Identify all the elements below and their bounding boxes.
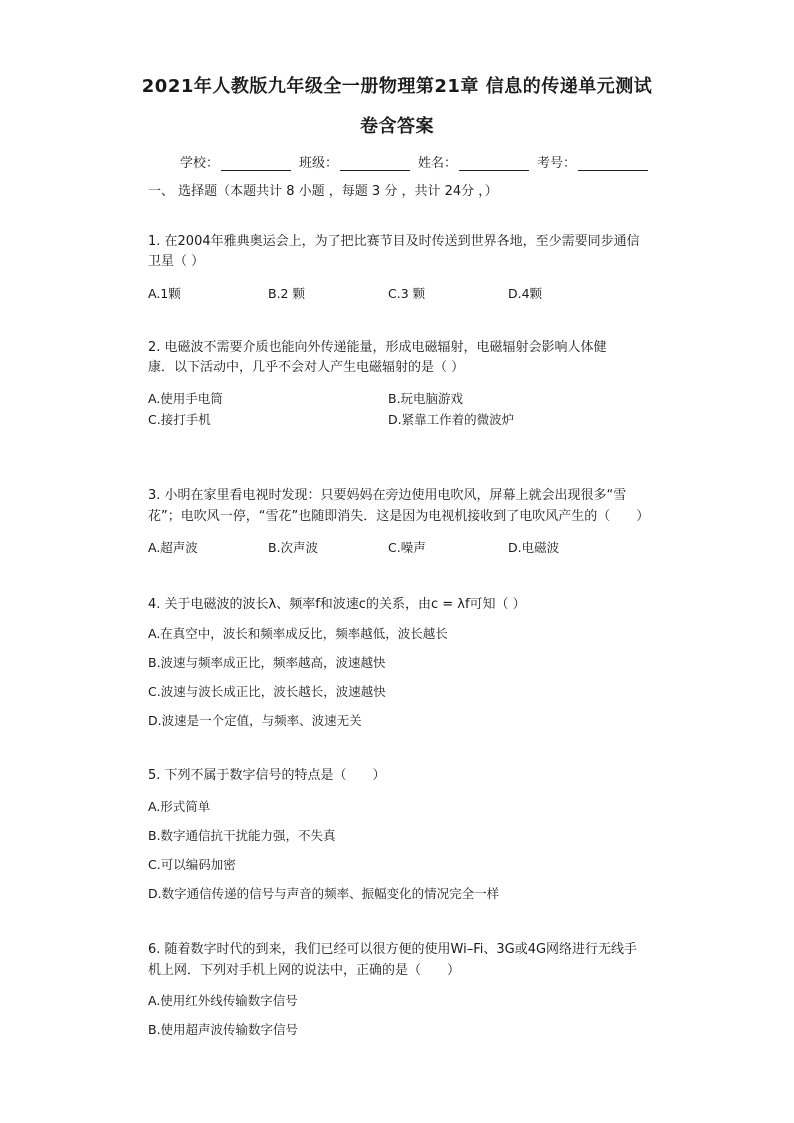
question-4-stem: 4. 关于电磁波的波长λ、频率f和波速c的关系，由c = λf可知（ ）: [148, 597, 526, 612]
question-5-option-b[interactable]: B.数字通信抗干扰能力强，不失真: [148, 828, 336, 843]
question-6-option-a[interactable]: A.使用红外线传输数字信号: [148, 993, 298, 1008]
section-heading: 一、 选择题（本题共计 8 小题 ，每题 3 分 ，共计 24分 ，）: [148, 184, 498, 199]
page-title-continued: 卷含答案: [360, 116, 434, 137]
question-2-stem-line-1: 2. 电磁波不需要介质也能向外传递能量，形成电磁辐射，电磁辐射会影响人体健: [148, 340, 607, 355]
question-1-stem-line-2: 卫星（ ）: [148, 254, 205, 269]
question-2-option-c[interactable]: C.接打手机: [148, 412, 211, 427]
exam-number-label: 考号：: [537, 156, 577, 171]
question-6-option-b[interactable]: B.使用超声波传输数字信号: [148, 1022, 299, 1037]
name-label: 姓名：: [418, 156, 458, 171]
question-2-stem-line-2: 康．以下活动中，几乎不会对人产生电磁辐射的是（ ）: [148, 360, 465, 375]
question-6-stem-line-2: 机上网．下列对手机上网的说法中，正确的是（ ）: [148, 963, 461, 978]
question-4-option-b[interactable]: B.波速与频率成正比，频率越高，波速越快: [148, 655, 386, 670]
question-4-option-c[interactable]: C.波速与波长成正比，波长越长，波速越快: [148, 684, 386, 699]
question-2-option-a[interactable]: A.使用手电筒: [148, 391, 223, 406]
class-label: 班级：: [299, 156, 339, 171]
page-title: 2021年人教版九年级全一册物理第21章 信息的传递单元测试: [141, 76, 653, 97]
question-1-option-d[interactable]: D.4颗: [508, 286, 543, 301]
question-5-stem: 5. 下列不属于数字信号的特点是（ ）: [148, 768, 386, 783]
question-6-stem-line-1: 6. 随着数字时代的到来，我们已经可以很方便的使用Wi–Fi、3G或4G网络进行无线手: [148, 942, 638, 957]
question-2-option-d[interactable]: D.紧靠工作着的微波炉: [388, 412, 515, 427]
question-1-option-b[interactable]: B.2 颗: [268, 286, 305, 301]
question-4-option-d[interactable]: D.波速是一个定值，与频率、波速无关: [148, 713, 362, 728]
question-1-stem-line-1: 1. 在2004年雅典奥运会上，为了把比赛节目及时传送到世界各地，至少需要同步通信: [148, 234, 640, 249]
question-1-option-a[interactable]: A.1颗: [148, 286, 181, 301]
question-3-option-c[interactable]: C.噪声: [388, 540, 426, 555]
question-3-stem-line-2: 花”；电吹风一停，“雪花”也随即消失．这是因为电视机接收到了电吹风产生的（ ）: [148, 509, 650, 524]
question-3-stem-line-1: 3. 小明在家里看电视时发现：只要妈妈在旁边使用电吹风，屏幕上就会出现很多“雪: [148, 488, 627, 503]
question-3-option-b[interactable]: B.次声波: [268, 540, 319, 555]
question-5-option-a[interactable]: A.形式简单: [148, 799, 211, 814]
question-5-option-c[interactable]: C.可以编码加密: [148, 857, 236, 872]
school-label: 学校：: [180, 156, 220, 171]
question-1-option-c[interactable]: C.3 颗: [388, 286, 426, 301]
question-3-option-a[interactable]: A.超声波: [148, 540, 198, 555]
question-2-option-b[interactable]: B.玩电脑游戏: [388, 391, 464, 406]
question-4-option-a[interactable]: A.在真空中，波长和频率成反比，频率越低，波长越长: [148, 626, 448, 641]
student-info-row: [180, 152, 650, 171]
exam-number-field[interactable]: [578, 156, 648, 171]
school-field[interactable]: [221, 156, 291, 171]
class-field[interactable]: [340, 156, 410, 171]
question-3-option-d[interactable]: D.电磁波: [508, 540, 560, 555]
name-field[interactable]: [459, 156, 529, 171]
question-5-option-d[interactable]: D.数字通信传递的信号与声音的频率、振幅变化的情况完全一样: [148, 886, 500, 901]
